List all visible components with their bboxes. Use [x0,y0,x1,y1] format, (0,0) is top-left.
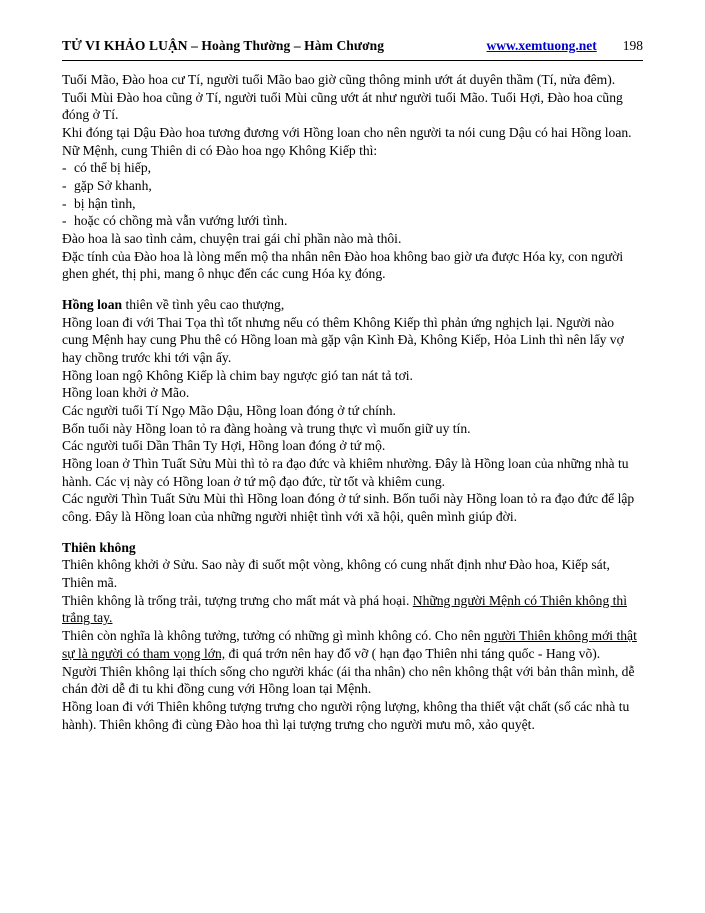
paragraph: Đào hoa là sao tình cảm, chuyện trai gái chỉ phần nào mà thôi. [62,231,402,247]
document-body [62,71,643,733]
page-number: 198 [622,38,643,53]
paragraph-underlined-text: Những người Mệnh có Thiên không thì trắng tay. [62,592,627,626]
paragraph: Nữ Mệnh, cung Thiên di có Đào hoa ngọ Không Kiếp thì: [62,142,378,158]
section-hong-loan-heading [62,296,643,314]
paragraph: Bốn tuổi này Hồng loan tỏ ra đàng hoàng và trung thực vì muốn giữ uy tín. [62,420,471,436]
list-item [62,212,643,230]
paragraph: Các người Thìn Tuất Sửu Mùi thì Hồng loan đóng ở tứ sinh. Bốn tuổi này Hồng loan tỏ ra đạo đức để lập công. Đây là Hồng loan của những người nhiệt tình với xã hội, quên mình giúp đời. [62,491,635,525]
header-divider [62,60,643,61]
paragraph: Các người tuổi Tí Ngọ Mão Dậu, Hồng loan đóng ở tứ chính. [62,403,396,419]
section-heading-label: Hồng loan [62,297,123,313]
paragraph: Hồng loan đi với Thai Tọa thì tốt nhưng nếu có thêm Không Kiếp thì phản ứng nghịch lại. Người nào cung Mệnh hay cung Phu thê có Hồng loan mà gặp vận Kình Đà, Không Kiếp, Hỏa Linh thì nên lấy vợ hay chồng trước khi tới vận ấy. [62,314,624,366]
dash-bullet-icon: - [62,160,67,176]
page-header [62,38,643,54]
dash-bullet-icon: - [62,178,67,194]
section-heading-rest: thiên về tình yêu cao thượng, [122,297,285,313]
paragraph-text: Thiên còn nghĩa là không tưởng, tưởng có những gì mình không có. Cho nên [62,628,484,644]
paragraph: Hồng loan ở Thìn Tuất Sửu Mùi thì tỏ ra đạo đức và khiêm nhường. Đây là Hồng loan của những nhà tu hành. Các vị này có Hồng loan ở tứ mộ đạo đức, từ tốt và khiêm cung. [62,456,629,489]
paragraph: Tuổi Mùi Đào hoa cũng ở Tí, người tuổi Mùi cũng ướt át như người tuổi Mão. Tuổi Hợi, Đào hoa cũng đóng ở Tí. [62,89,623,123]
paragraph: Người Thiên không lại thích sống cho người khác (ái tha nhân) cho nên không thật với bản thân mình, dễ chán đời dễ đi tu khi đồng cung với Hồng loan tại Mệnh. [62,663,635,697]
dash-bullet-icon: - [62,213,67,229]
paragraph: Tuổi Mão, Đào hoa cư Tí, người tuổi Mão bao giờ cũng thông minh ướt át duyên thầm (Tí, nửa đêm). [62,72,616,87]
dash-bullet-icon: - [62,195,67,211]
list-item-label: bị hận tình, [74,195,136,211]
paragraph: Thiên không khởi ở Sửu. Sao này đi suốt một vòng, không có cung nhất định như Đào hoa, Kiếp sát, Thiên mã. [62,557,610,591]
list-item [62,159,643,177]
paragraph-underlined-text: người Thiên không mới thật sự là người có tham vọng lớn, [62,628,637,661]
list-item [62,177,643,195]
paragraph [62,592,643,627]
section-thien-khong-heading: Thiên không [62,539,136,555]
list-item-label: có thể bị hiếp, [74,160,152,176]
header-title: TỬ VI KHẢO LUẬN – Hoàng Thường – Hàm Chương [62,38,385,53]
paragraph-text: đi quá trớn nên hay đổ vỡ ( hạn đạo Thiên nhi táng quốc - Hang võ). [225,645,601,661]
paragraph: Khi đóng tại Dậu Đào hoa tương đương với Hồng loan cho nên người ta nói cung Dậu có hai Hồng loan. [62,125,632,141]
header-website-link[interactable]: www.xemtuong.net [486,38,597,53]
paragraph: Các người tuổi Dần Thân Ty Hợi, Hồng loan đóng ở tứ mộ. [62,438,386,454]
paragraph: Hồng loan khởi ở Mão. [62,385,190,401]
list-item-label: hoặc có chồng mà vẫn vướng lưới tình. [74,213,288,229]
paragraph-text: Thiên không là trống trải, tượng trưng cho mất mát và phá hoại. [62,592,413,608]
paragraph: Hồng loan đi với Thiên không tượng trưng cho người rộng lượng, không tha thiết vật chất (số các nhà tu hành). Thiên không đi cùng Đào hoa thì lại tượng trưng cho người mưu mô, xảo quyệt. [62,698,630,732]
paragraph: Hồng loan ngộ Không Kiếp là chim bay ngược gió tan nát tả tơi. [62,367,413,383]
list-item-label: gặp Sở khanh, [74,178,152,194]
list-item [62,195,643,213]
paragraph [62,627,643,662]
paragraph: Đặc tính của Đào hoa là lòng mến mộ tha nhân nên Đào hoa không bao giờ ưa được Hóa ky, con người ghen ghét, thị phi, mang ô nhục đến các cung Hóa kỵ đóng. [62,248,624,282]
